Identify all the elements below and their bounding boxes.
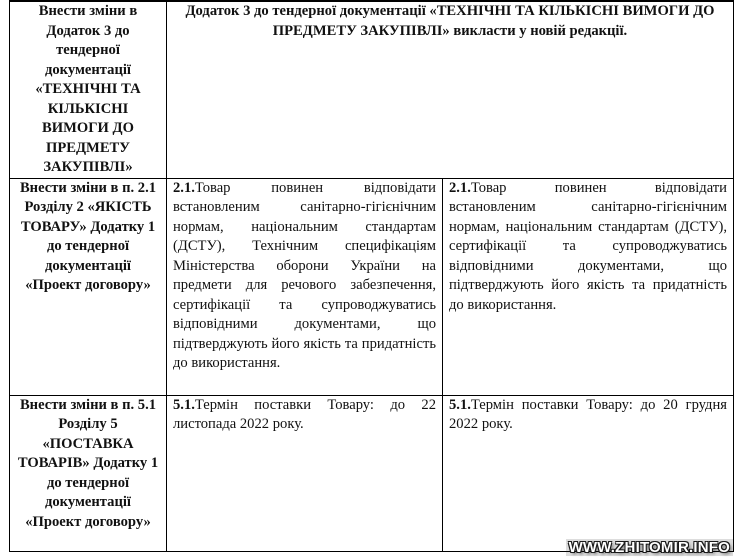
amendments-table xyxy=(9,0,734,552)
row-label: Внести зміни в Додаток 3 до тендерної документації «ТЕХНІЧНІ ТА КІЛЬКІСНІ ВИМОГИ ДО ПРЕДМЕТУ ЗАКУПІВЛІ» xyxy=(10,2,167,179)
clause-text: Товар повинен відповідати встановленим санітарно-гігієнічним нормам, національним стандартам (ДСТУ), Технічним специфікаціям Міністерства оборони України на предмети для речового забезпечення, сертифікації та супроводжуватись відповідними документами, що підтверджують його якість та придатність до використання. xyxy=(173,179,436,371)
clause-text: Термін поставки Товару: до 20 грудня 2022 року. xyxy=(449,396,727,432)
table-row xyxy=(10,2,734,179)
new-wording-cell xyxy=(443,178,734,395)
old-wording-cell xyxy=(167,395,443,551)
new-wording-cell xyxy=(443,395,734,551)
row-label: Внести зміни в п. 2.1 Розділу 2 «ЯКІСТЬ ТОВАРУ» Додатку 1 до тендерної документації «Проект договору» xyxy=(10,178,167,395)
clause-number: 5.1. xyxy=(173,396,195,413)
old-wording-cell xyxy=(167,178,443,395)
clause-number: 5.1. xyxy=(449,396,471,413)
row-label: Внести зміни в п. 5.1 Розділу 5 «ПОСТАВКА ТОВАРІВ» Додатку 1 до тендерної документації «Проект договору» xyxy=(10,395,167,551)
clause-number: 2.1. xyxy=(173,179,195,196)
clause-text: Товар повинен відповідати встановленим санітарно-гігієнічним нормам, національним стандартам (ДСТУ), сертифікації та супроводжуватись відповідними документами, що підтверджують його якість та придатність до використання. xyxy=(449,179,727,313)
table-row xyxy=(10,178,734,395)
row-content: Додаток 3 до тендерної документації «ТЕХНІЧНІ ТА КІЛЬКІСНІ ВИМОГИ ДО ПРЕДМЕТУ ЗАКУПІВЛІ» викласти у новій редакції. xyxy=(167,2,734,179)
site-watermark: WWW.ZHITOMIR.INFO xyxy=(566,539,733,556)
clause-text: Термін поставки Товару: до 22 листопада 2022 року. xyxy=(173,396,436,432)
table-row xyxy=(10,395,734,551)
clause-number: 2.1. xyxy=(449,179,471,196)
